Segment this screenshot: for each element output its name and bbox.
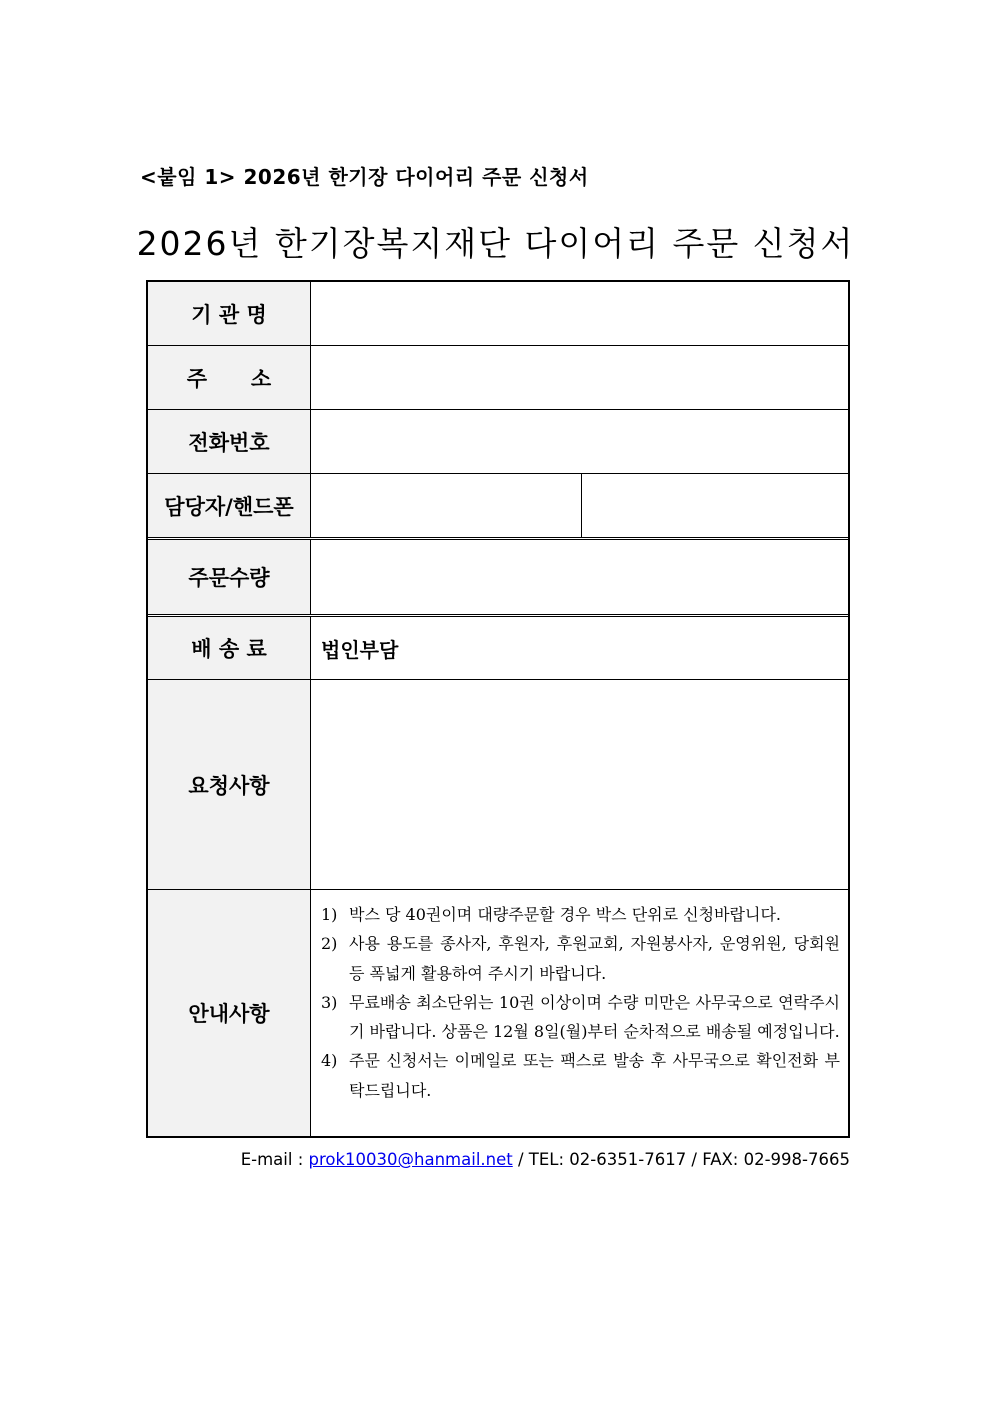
email-link[interactable]: prok10030@hanmail.net	[308, 1150, 513, 1169]
phone-row	[148, 410, 848, 474]
notice-label: 안내사항	[148, 890, 311, 1136]
org-field[interactable]	[311, 282, 848, 345]
notice-number: 4)	[321, 1051, 338, 1071]
page-title: 2026년 한기장복지재단 다이어리 주문 신청서	[136, 224, 855, 263]
contact-mobile-field[interactable]	[582, 474, 848, 537]
attachment-heading: <붙임 1> 2026년 한기장 다이어리 주문 신청서	[140, 165, 589, 189]
notice-number: 2)	[321, 934, 338, 954]
quantity-label: 주문수량	[148, 540, 311, 614]
phone-field[interactable]	[311, 410, 848, 473]
contact-footer	[241, 1150, 850, 1169]
quantity-row	[148, 537, 848, 617]
address-field[interactable]	[311, 346, 848, 409]
request-label: 요청사항	[148, 680, 311, 889]
org-label: 기 관 명	[148, 282, 311, 345]
request-row	[148, 680, 848, 890]
notice-text: 무료배송 최소단위는 10권 이상이며 수량 미만은 사무국으로 연락주시기 바랍니다. 상품은 12월 8일(월)부터 순차적으로 배송될 예정입니다.	[349, 992, 840, 1042]
order-form	[146, 280, 850, 1138]
notice-text: 사용 용도를 종사자, 후원자, 후원교회, 자원봉사자, 운영위원, 당회원 등 폭넓게 활용하여 주시기 바랍니다.	[349, 934, 840, 983]
notice-number: 1)	[321, 905, 338, 924]
shipping-label: 배 송 료	[148, 617, 311, 679]
contact-label: 담당자/핸드폰	[148, 474, 311, 537]
tel-fax-text: / TEL: 02-6351-7617 / FAX: 02-998-7665	[512, 1150, 850, 1169]
notice-number: 3)	[321, 992, 338, 1012]
email-prefix: E-mail :	[240, 1150, 309, 1169]
shipping-value: 법인부담	[321, 637, 399, 662]
notice-list	[311, 890, 848, 1136]
list-item	[321, 988, 840, 1047]
shipping-row	[148, 617, 848, 680]
list-item	[321, 1046, 840, 1105]
phone-label: 전화번호	[148, 410, 311, 473]
list-item	[321, 929, 840, 988]
notice-text: 박스 당 40권이며 대량주문할 경우 박스 단위로 신청바랍니다.	[349, 905, 781, 924]
org-row	[148, 282, 848, 346]
list-item	[321, 900, 840, 929]
request-field[interactable]	[311, 680, 848, 889]
contact-row	[148, 474, 848, 537]
contact-name-field[interactable]	[311, 474, 578, 537]
address-label: 주 소	[148, 346, 311, 409]
address-row	[148, 346, 848, 410]
notice-row	[148, 890, 848, 1136]
notice-text: 주문 신청서는 이메일로 또는 팩스로 발송 후 사무국으로 확인전화 부탁드립니다.	[349, 1051, 840, 1100]
quantity-field[interactable]	[311, 540, 848, 614]
